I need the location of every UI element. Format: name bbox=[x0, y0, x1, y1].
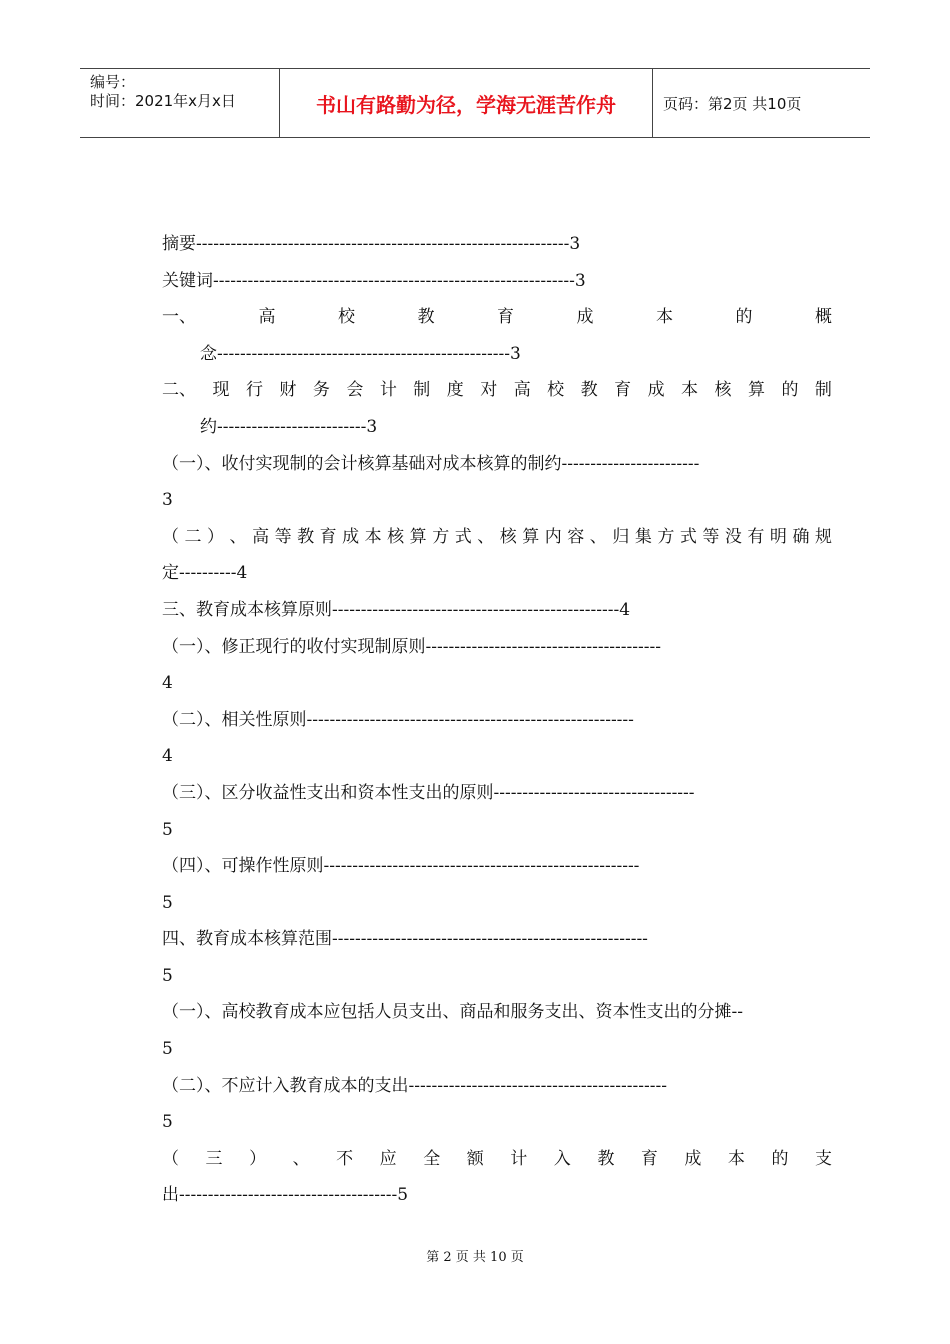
toc-char: 计 bbox=[379, 380, 397, 401]
toc-char: 等 bbox=[702, 526, 720, 547]
toc-char: 本 bbox=[364, 526, 382, 547]
page-footer: 第 2 页 共 10 页 bbox=[426, 1250, 524, 1265]
header-motto: 书山有路勤为径，学海无涯苦作舟 bbox=[280, 69, 653, 137]
toc-line: （一）、修正现行的收付实现制原则----------------------------------------- bbox=[162, 636, 662, 657]
toc-char: 校 bbox=[547, 380, 565, 401]
toc-line: （一）、高校教育成本应包括人员支出、商品和服务支出、资本性支出的分摊-- bbox=[162, 1002, 743, 1023]
toc-line: 关键词---------------------------------------------------------------3 bbox=[162, 270, 586, 291]
toc-line: 5 bbox=[162, 1112, 173, 1133]
toc-char: 式 bbox=[454, 526, 472, 547]
toc-line: 四、教育成本核算范围------------------------------------------------------- bbox=[162, 929, 648, 950]
toc-line: 5 bbox=[162, 1039, 173, 1060]
toc-char: 制 bbox=[413, 380, 431, 401]
toc-char: 确 bbox=[792, 526, 810, 547]
toc-char: 教 bbox=[297, 526, 315, 547]
toc-char: 明 bbox=[769, 526, 787, 547]
toc-char: 算 bbox=[747, 380, 765, 401]
toc-char: 、 bbox=[229, 526, 247, 547]
toc-char: 、 bbox=[292, 1148, 310, 1169]
toc-char: 高 bbox=[513, 380, 531, 401]
toc-char: 等 bbox=[274, 526, 292, 547]
toc-line: 摘要-----------------------------------------------------------------3 bbox=[162, 234, 581, 254]
toc-char: 本 bbox=[727, 1148, 745, 1169]
toc-char: 成 bbox=[684, 1148, 702, 1169]
toc-char: 容 bbox=[567, 526, 585, 547]
toc-char: 本 bbox=[656, 307, 673, 328]
toc-char: 方 bbox=[657, 526, 675, 547]
toc-line: 5 bbox=[162, 892, 173, 913]
toc-char: 入 bbox=[553, 1148, 571, 1169]
toc-char: 教 bbox=[597, 1148, 615, 1169]
table-of-contents bbox=[162, 226, 832, 1214]
toc-line: 3 bbox=[162, 490, 173, 511]
toc-char: 财 bbox=[279, 380, 297, 401]
toc-char: 式 bbox=[679, 526, 697, 547]
toc-line bbox=[162, 372, 832, 409]
toc-char: 教 bbox=[417, 307, 435, 328]
toc-char: 计 bbox=[510, 1148, 528, 1169]
toc-char: 核 bbox=[714, 380, 732, 401]
toc-char: 务 bbox=[312, 380, 330, 401]
toc-char: 对 bbox=[480, 380, 498, 401]
toc-char: 校 bbox=[338, 307, 355, 328]
toc-char: 的 bbox=[735, 307, 753, 328]
toc-line: 念---------------------------------------------------3 bbox=[200, 343, 521, 364]
toc-line bbox=[162, 519, 832, 556]
toc-char: ） bbox=[207, 526, 225, 547]
toc-char: 应 bbox=[379, 1148, 397, 1169]
toc-line: 约--------------------------3 bbox=[200, 416, 378, 437]
toc-char: 一、 bbox=[162, 307, 196, 328]
toc-char: 全 bbox=[423, 1148, 441, 1169]
toc-char: 规 bbox=[814, 526, 832, 547]
toc-char: 的 bbox=[781, 380, 799, 401]
toc-line: 出--------------------------------------5 bbox=[162, 1185, 409, 1206]
toc-char: 三 bbox=[205, 1148, 223, 1169]
toc-char: 有 bbox=[747, 526, 765, 547]
number-label: 编号： bbox=[90, 73, 136, 91]
toc-line: 4 bbox=[162, 673, 173, 694]
header-meta bbox=[80, 69, 280, 137]
toc-line: （二）、相关性原则--------------------------------------------------------- bbox=[162, 709, 634, 730]
toc-line: 定----------4 bbox=[162, 563, 248, 584]
toc-line: 5 bbox=[162, 965, 173, 986]
toc-line bbox=[162, 299, 832, 336]
toc-char: 归 bbox=[612, 526, 630, 547]
page-header bbox=[80, 68, 870, 138]
toc-char: （ bbox=[162, 526, 179, 547]
toc-char: 概 bbox=[815, 307, 832, 328]
toc-line: （二）、不应计入教育成本的支出--------------------------------------------- bbox=[162, 1075, 667, 1096]
toc-char: 高 bbox=[258, 307, 276, 328]
toc-char: 、 bbox=[477, 526, 495, 547]
toc-char: 成 bbox=[576, 307, 594, 328]
toc-char: 集 bbox=[634, 526, 652, 547]
toc-char: 算 bbox=[522, 526, 540, 547]
toc-char: ） bbox=[249, 1148, 267, 1169]
toc-char: 会 bbox=[346, 380, 364, 401]
toc-line: （四）、可操作性原则------------------------------------------------------- bbox=[162, 856, 640, 877]
toc-char: 支 bbox=[814, 1148, 832, 1169]
toc-char: 高 bbox=[252, 526, 270, 547]
toc-char: 本 bbox=[681, 380, 699, 401]
toc-char: 育 bbox=[497, 307, 514, 328]
toc-line: （三）、区分收益性支出和资本性支出的原则----------------------------------- bbox=[162, 782, 695, 803]
toc-char: 二、 bbox=[162, 380, 196, 401]
toc-char: 现 bbox=[212, 380, 230, 401]
toc-char: 行 bbox=[245, 380, 263, 401]
toc-char: 核 bbox=[499, 526, 517, 547]
toc-line bbox=[162, 1141, 832, 1178]
toc-char: 的 bbox=[771, 1148, 789, 1169]
toc-line: 三、教育成本核算原则--------------------------------------------------4 bbox=[162, 599, 631, 620]
toc-char: 没 bbox=[724, 526, 742, 547]
toc-char: 育 bbox=[640, 1148, 658, 1169]
toc-char: 教 bbox=[580, 380, 598, 401]
time-label: 时间：2021年x月x日 bbox=[90, 92, 236, 110]
toc-line: （一）、收付实现制的会计核算基础对成本核算的制约------------------------ bbox=[162, 453, 700, 474]
toc-char: 度 bbox=[446, 380, 464, 401]
toc-char: 、 bbox=[589, 526, 607, 547]
toc-line: 5 bbox=[162, 819, 173, 840]
toc-char: 额 bbox=[466, 1148, 484, 1169]
toc-char: 核 bbox=[387, 526, 405, 547]
header-page-info: 页码：第2页 共10页 bbox=[663, 94, 802, 113]
toc-char: 制 bbox=[814, 380, 832, 401]
toc-char: （ bbox=[162, 1148, 179, 1169]
toc-char: 内 bbox=[544, 526, 562, 547]
toc-char: 成 bbox=[647, 380, 665, 401]
toc-line: 4 bbox=[162, 746, 173, 767]
toc-char: 成 bbox=[342, 526, 360, 547]
toc-char: 育 bbox=[614, 380, 632, 401]
toc-char: 算 bbox=[409, 526, 427, 547]
toc-char: 不 bbox=[336, 1148, 354, 1169]
toc-char: 二 bbox=[184, 526, 202, 547]
toc-char: 方 bbox=[432, 526, 450, 547]
toc-char: 育 bbox=[319, 526, 337, 547]
